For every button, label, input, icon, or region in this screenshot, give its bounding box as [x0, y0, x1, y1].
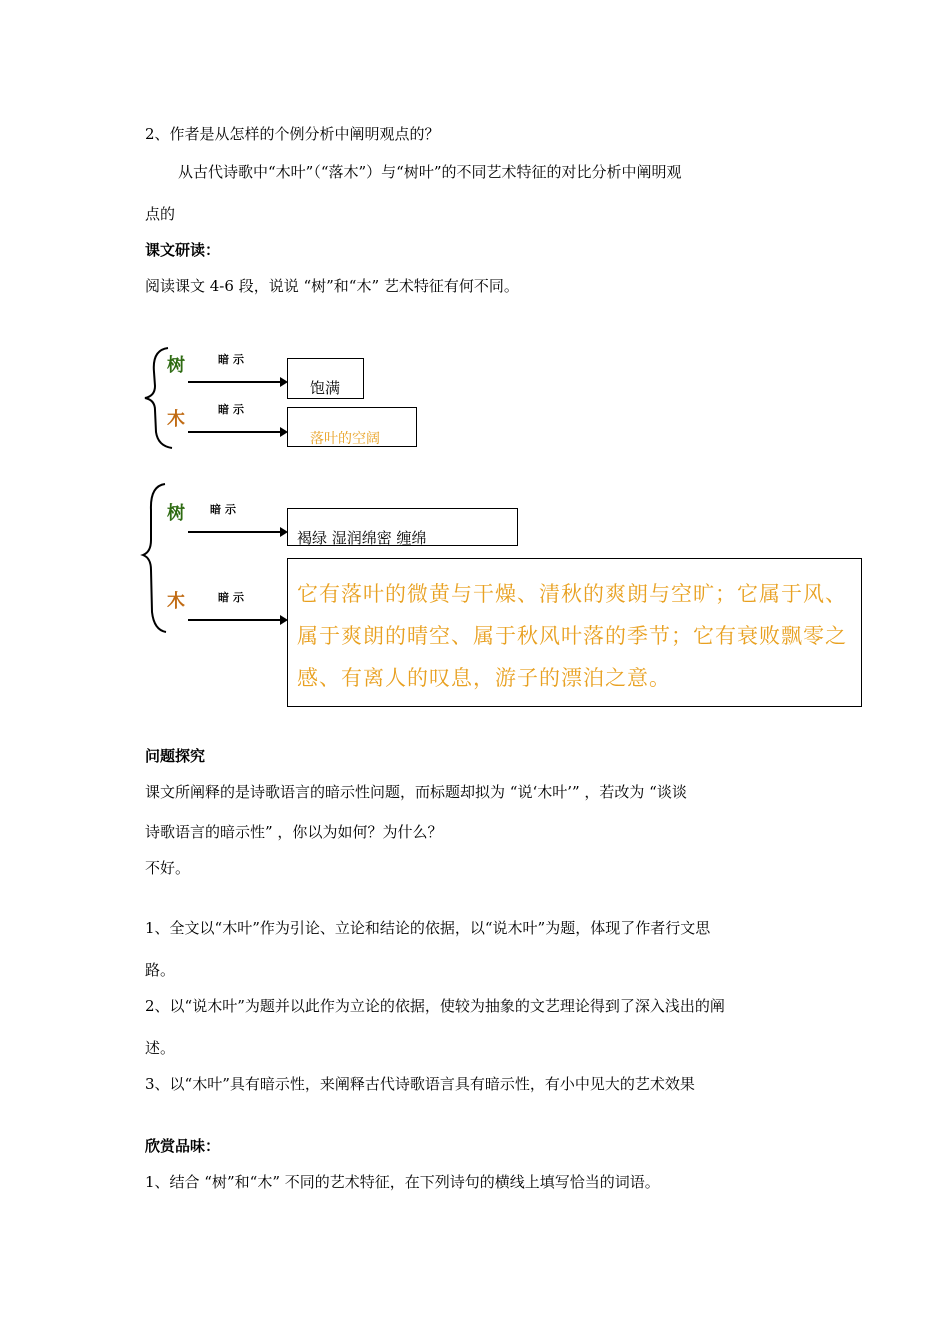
- diagram-2-box-shu: [287, 508, 518, 546]
- diagram-2-box-mu: [287, 558, 862, 707]
- question-2-answer-line2: 点的: [145, 205, 176, 223]
- explore-question-line1: 课文所阐释的是诗歌语言的暗示性问题，而标题却拟为 “说‘木叶’” ，若改为 “谈谈: [145, 783, 687, 801]
- appreciate-question-1: 1、结合 “树”和“木” 不同的艺术特征，在下列诗句的横线上填写恰当的词语。: [145, 1173, 660, 1191]
- diagram-2-box-shu-text: 褐绿 湿润绵密 缠绵: [297, 529, 427, 547]
- section-heading-study: 课文研读：: [145, 241, 221, 259]
- diagram-2-box-mu-text: 它有落叶的微黄与干燥、清秋的爽朗与空旷；它属于风、属于爽朗的晴空、属于秋风叶落的季节；它有衰败飘零之感、有离人的叹息，游子的漂泊之意。: [297, 582, 847, 690]
- point-1-line2: 路。: [145, 961, 176, 979]
- diagram-2-arrow-label-1: 暗示: [210, 503, 240, 516]
- diagram-1-arrow-label-1: 暗示: [218, 353, 248, 366]
- diagram-2-label-shu: 树: [167, 503, 185, 524]
- point-1-line1: 1、全文以“木叶”作为引论、立论和结论的依据，以“说木叶”为题，体现了作者行文思: [145, 919, 711, 937]
- diagram-1-label-mu: 木: [167, 409, 185, 430]
- study-prompt: 阅读课文 4-6 段，说说 “树”和“木” 艺术特征有何不同。: [145, 277, 519, 295]
- diagram-2-brace: [143, 484, 166, 632]
- diagram-1-box-shu: [287, 358, 364, 399]
- diagram-1-box-shu-text: 饱满: [310, 379, 341, 397]
- diagram-1-arrow-label-2: 暗示: [218, 403, 248, 416]
- diagram-2-arrow-label-2: 暗示: [218, 591, 248, 604]
- section-heading-explore: 问题探究: [145, 747, 206, 765]
- point-2-line1: 2、以“说木叶”为题并以此作为立论的依据，使较为抽象的文艺理论得到了深入浅出的阐: [145, 997, 725, 1015]
- point-2-line2: 述。: [145, 1039, 176, 1057]
- diagram-1-box-mu: [287, 407, 417, 447]
- section-heading-appreciate: 欣赏品味：: [145, 1137, 221, 1155]
- diagram-2-label-mu: 木: [167, 591, 185, 612]
- diagram-1-label-shu: 树: [167, 355, 185, 376]
- explore-question-line2: 诗歌语言的暗示性” ，你以为如何？为什么？: [145, 823, 443, 841]
- explore-answer: 不好。: [145, 859, 191, 877]
- diagram-1-box-mu-text: 落叶的空阔: [310, 431, 380, 447]
- question-2: 2、作者是从怎样的个例分析中阐明观点的？: [145, 125, 440, 143]
- question-2-answer-line1: 从古代诗歌中“木叶”（“落木”）与“树叶”的不同艺术特征的对比分析中阐明观: [178, 163, 682, 181]
- point-3: 3、以“木叶”具有暗示性，来阐释古代诗歌语言具有暗示性，有小中见大的艺术效果: [145, 1075, 695, 1093]
